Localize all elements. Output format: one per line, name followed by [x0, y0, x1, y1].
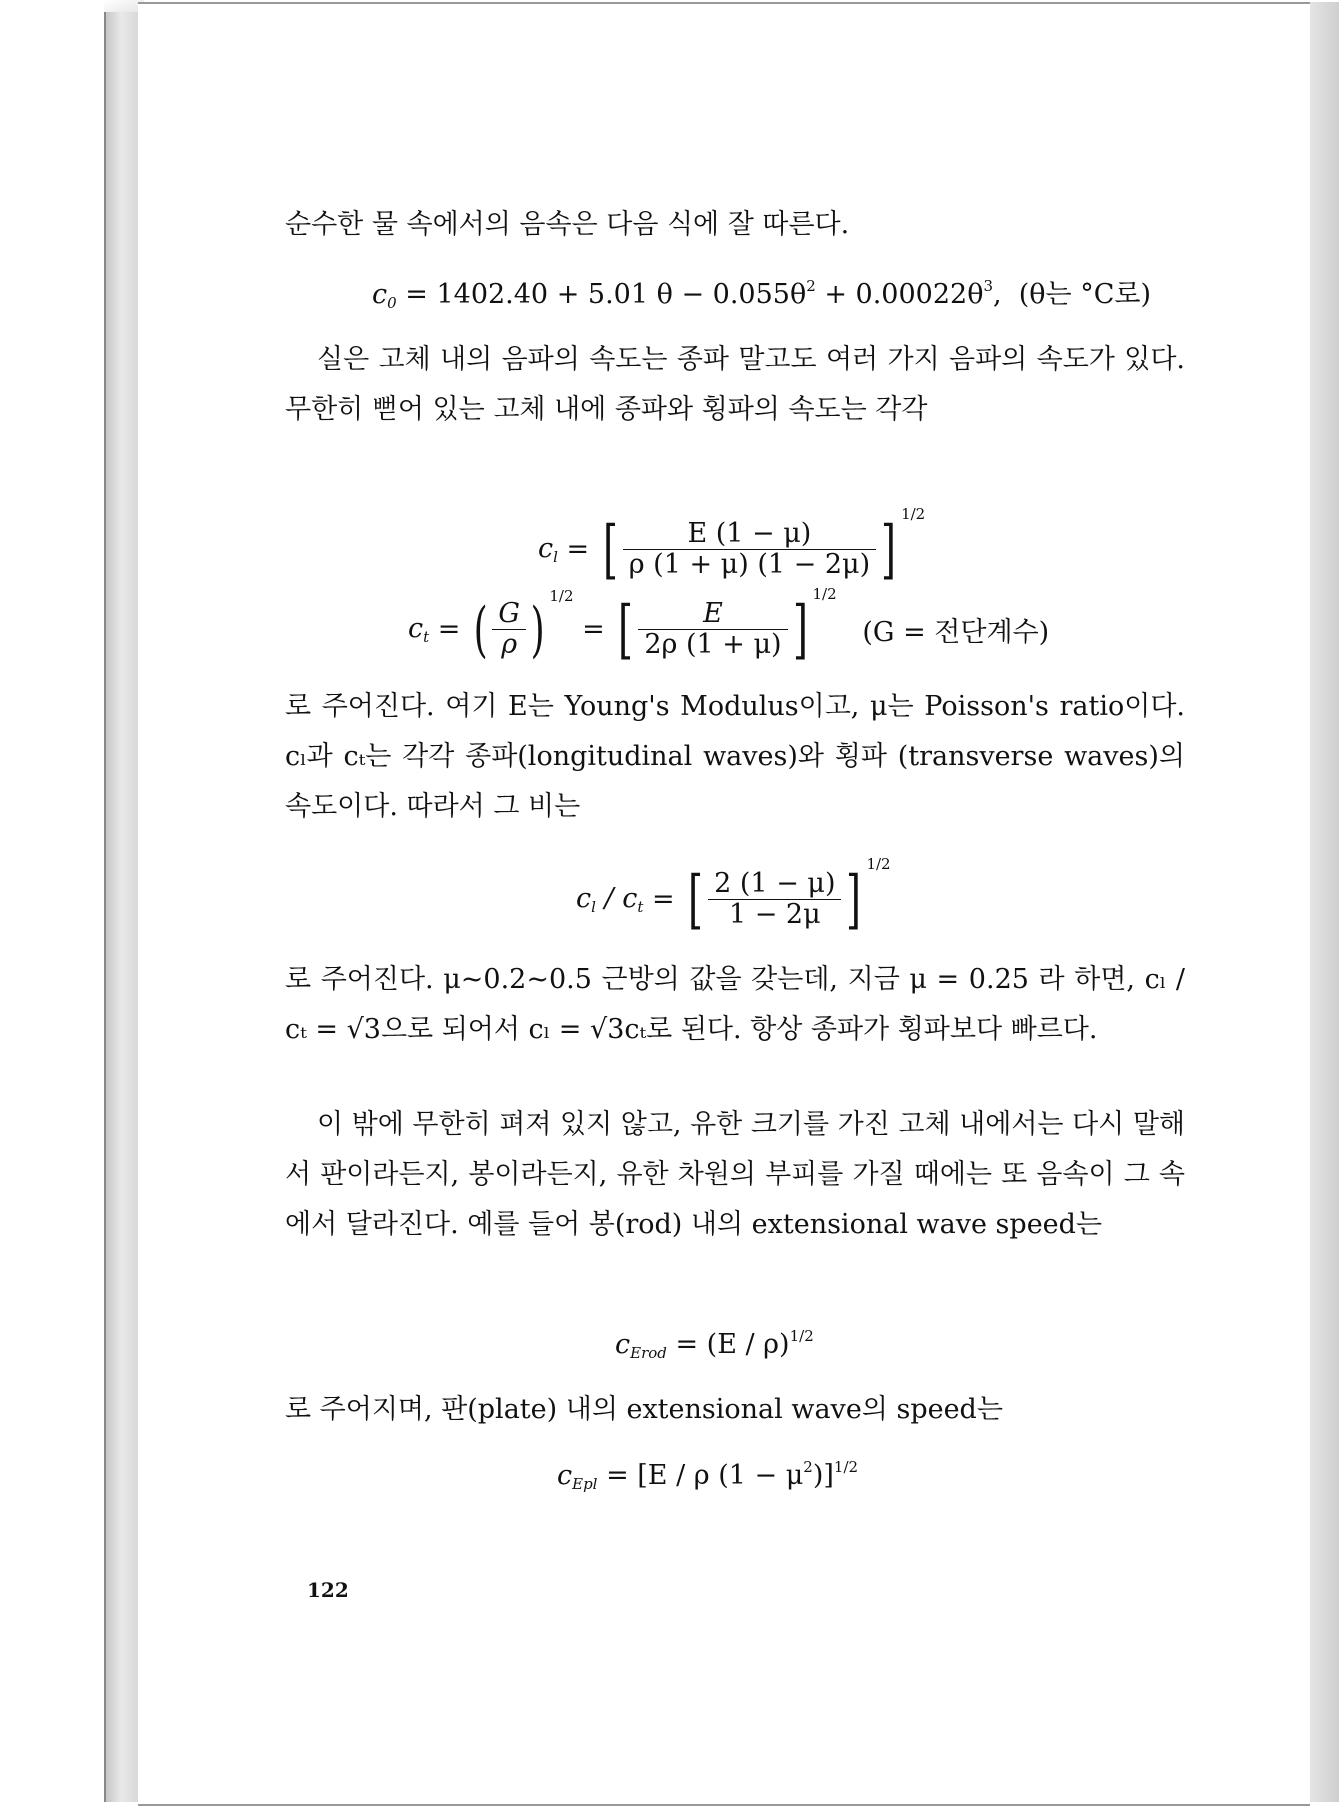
eq3-exp1: 1/2 [549, 587, 574, 605]
eq3-fraction-2 [638, 599, 787, 660]
right-paren-icon: ) [530, 594, 545, 665]
eq5-rhs: = (E / ρ) [666, 1329, 790, 1360]
eq3-lhs: c [408, 613, 424, 644]
page-edge [1310, 2, 1339, 1802]
eq3-fraction-1 [492, 599, 526, 660]
eq4-lhs-mid: / c [595, 883, 638, 914]
eq2-fraction [623, 519, 876, 580]
left-bracket-icon: [ [602, 512, 618, 587]
text-line-1: 순수한 물 속에서의 음속은 다음 식에 잘 따른다. [285, 209, 850, 240]
eq6-rhs: = [E / ρ (1 − μ [597, 1460, 804, 1491]
paragraph-2: 실은 고체 내의 음파의 속도는 종파 말고도 여러 가지 음파의 속도가 있다. 무한히 뻗어 있는 고체 내에 종파와 횡파의 속도는 각각 [285, 344, 1185, 425]
equation-plate-speed [557, 1458, 858, 1493]
equation-speed-ratio: $c_l / c_t$ = [ $\frac{2 (1 - \mu)}{1 - 2\mu}$ ] $^{1/2}$ [576, 855, 891, 937]
eq1-exp2: 2 [806, 277, 816, 295]
eq1-rhs2: + 0.00022θ [815, 279, 984, 310]
right-bracket-icon: ] [846, 862, 862, 937]
eq1-rhs3: , [993, 279, 1011, 310]
eq4-lhs-sub1: l [591, 898, 596, 916]
eq6-exp: 1/2 [833, 1458, 859, 1476]
left-bracket-icon: [ [618, 592, 634, 667]
eq2-lhs-sub: l [553, 548, 558, 566]
eq6-rhs2: )] [812, 1460, 834, 1491]
paragraph-3: 로 주어진다. 여기 E는 Young's Modulus이고, μ는 Poisson's ratio이다. cₗ과 cₜ는 각각 종파(longitudinal waves)와 횡파 (transverse waves)의 속도이다. 따라서 그 비는 [285, 691, 1185, 822]
eq4-lhs-sub2: t [637, 898, 644, 916]
equation-water-sound-speed [372, 272, 1151, 312]
eq2-lhs: c [538, 533, 554, 564]
eq4-lhs: c [576, 883, 592, 914]
equation-longitudinal-speed: $c_l$ = [ $\frac{E (1 - \mu)}{\rho (1 + \mu) (1 - 2\mu)}$ ] $^{1/2}$ [538, 505, 926, 587]
eq6-sq: 2 [803, 1458, 813, 1476]
eq5-lhs: c [615, 1329, 631, 1360]
eq4-exp: 1/2 [866, 855, 891, 873]
book-spine [104, 12, 140, 1802]
eq6-lhs: c [557, 1460, 573, 1491]
eq1-exp3: 3 [983, 277, 993, 295]
eq2-denominator: ρ (1 + μ) (1 − 2μ) [628, 549, 871, 580]
left-bracket-icon: [ [688, 862, 704, 937]
paragraph-6: 로 주어지며, 판(plate) 내의 extensional wave의 speed는 [285, 1394, 1003, 1425]
eq1-note: (θ는 °C로) [1018, 279, 1151, 310]
page-number: 122 [307, 1578, 349, 1602]
equation-rod-speed [615, 1327, 814, 1362]
eq1-rhs: = 1402.40 + 5.01 θ − 0.055θ [396, 279, 807, 310]
eq4-numerator: 2 (1 − μ) [708, 869, 841, 900]
eq3-exp2: 1/2 [812, 585, 837, 603]
eq5-exp: 1/2 [789, 1327, 814, 1345]
eq3-frac1-den: ρ [501, 629, 518, 660]
eq4-fraction [708, 869, 841, 930]
paragraph-4: 로 주어진다. μ~0.2~0.5 근방의 값을 갖는데, 지금 μ = 0.25 라 하면, cₗ / cₜ = √3으로 되어서 cₗ = √3cₜ로 된다. 항상 종파가 횡파보다 빠르다. [285, 964, 1185, 1045]
eq2-numerator: E (1 − μ) [623, 519, 876, 550]
right-bracket-icon: ] [792, 592, 808, 667]
eq3-denominator: 2ρ (1 + μ) [644, 629, 782, 660]
eq2-exp: 1/2 [901, 505, 926, 523]
equation-transverse-speed: $c_t$ = ( $\frac{G}{\rho}$ ) $^{1/2}$ = [ $\frac{E}{2\rho (1 + \mu)}$ ] $^{1/2}$ (G = 전단계수) [408, 585, 1050, 667]
paragraph-5: 이 밖에 무한히 펴져 있지 않고, 유한 크기를 가진 고체 내에서는 다시 말해서 판이라든지, 봉이라든지, 유한 차원의 부피를 가질 때에는 또 음속이 그 속에서 달라진다. 예를 들어 봉(rod) 내의 extensional wave speed는 [285, 1109, 1185, 1240]
eq3-numerator: E [638, 599, 787, 630]
eq5-lhs-sub: Erod [630, 1344, 667, 1362]
right-bracket-icon: ] [881, 512, 897, 587]
eq1-lhs-sub: 0 [387, 294, 397, 312]
eq1-lhs: c [372, 279, 388, 310]
eq3-frac1-num: G [492, 599, 526, 630]
eq6-lhs-sub: Epl [572, 1475, 598, 1493]
eq3-lhs-sub: t [423, 628, 430, 646]
eq4-denominator: 1 − 2μ [728, 899, 821, 930]
eq3-note: (G = 전단계수) [862, 617, 1050, 648]
left-paren-icon: ( [473, 594, 488, 665]
